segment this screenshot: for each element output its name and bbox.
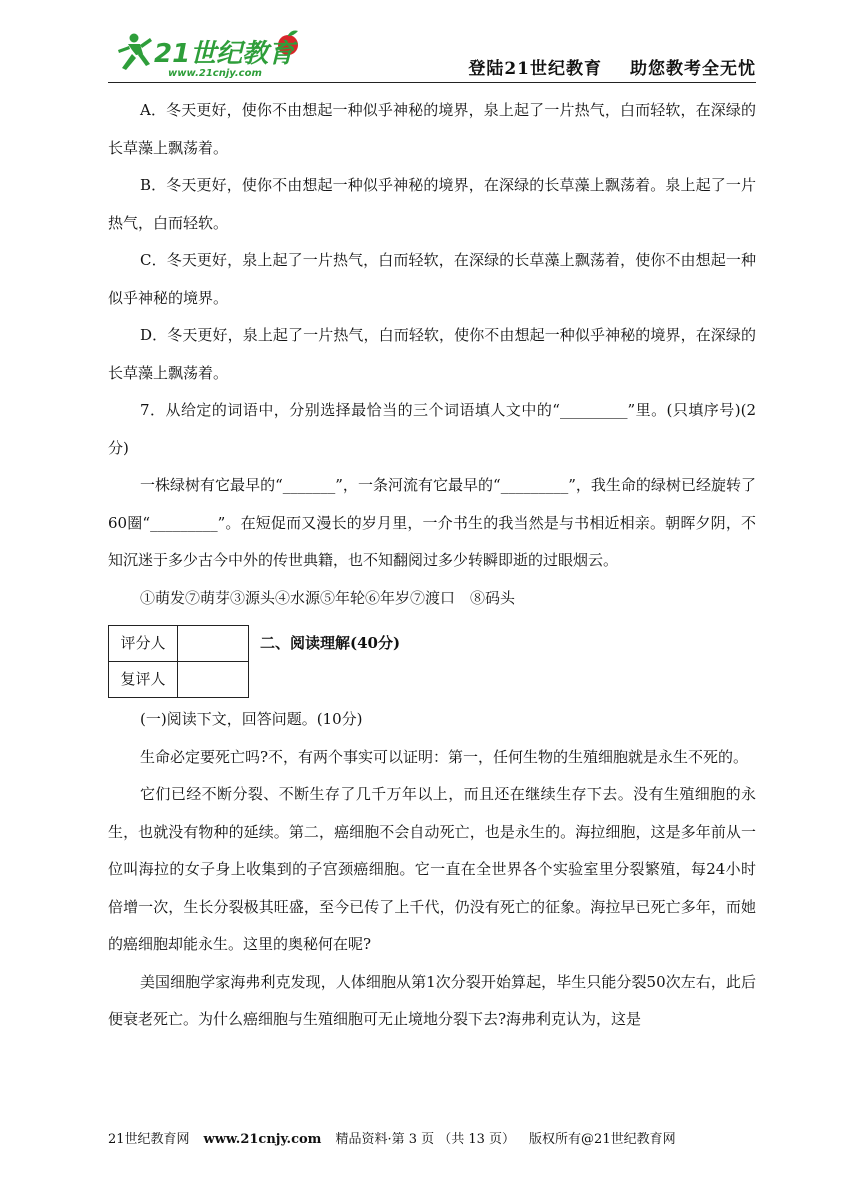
footer-page-info: 精品资料·第 3 页 （共 13 页） (335, 1132, 516, 1147)
question-7: 7．从给定的词语中，分别选择最恰当的三个词语填人文中的“_________”里。(只填序号)(2分) (108, 401, 756, 457)
reading-instruction: (一)阅读下文，回答问题。(10分) (140, 710, 363, 728)
footer-site-name: 21世纪教育网 (108, 1132, 190, 1147)
option-c: C．冬天更好，泉上起了一片热气，白而轻软，在深绿的长草藻上飘荡着，使你不由想起一种似乎神秘的境界。 (108, 251, 756, 307)
score-section (108, 625, 756, 701)
question-7-choices: ①萌发⑦萌芽③源头④水源⑤年轮⑥年岁⑦渡口 ⑧码头 (140, 588, 516, 607)
grader-score-cell (178, 626, 249, 662)
reviewer-score-cell (178, 662, 249, 698)
grader-label: 评分人 (109, 626, 178, 662)
reading-paragraph-3: 美国细胞学家海弗利克发现，人体细胞从第1次分裂开始算起，毕生只能分裂50次左右，此后便衰老死亡。为什么癌细胞与生殖细胞可无止境地分裂下去?海弗利克认为，这是 (108, 972, 756, 1028)
logo-url: www.21cnjy.com (168, 68, 262, 79)
score-table (108, 625, 249, 698)
page-footer (108, 1128, 676, 1147)
question-7-passage: 一株绿树有它最早的“_______”，一条河流有它最早的“_________”，我生命的绿树已经旋转了60圈“_________”。在短促而又漫长的岁月里，一介书生的我当然是与书相近相亲。朝晖夕阴，不知沉迷于多少古今中外的传世典籍，也不知翻阅过多少转瞬即逝的过眼烟云。 (108, 476, 756, 569)
header-divider (108, 82, 756, 83)
option-b: B．冬天更好，使你不由想起一种似乎神秘的境界，在深绿的长草藻上飘荡着。泉上起了一片热气，白而轻软。 (108, 176, 756, 232)
page-header (108, 28, 756, 82)
footer-url[interactable]: www.21cnjy.com (203, 1132, 322, 1147)
runner-icon (118, 34, 152, 71)
option-d: D．冬天更好，泉上起了一片热气，白而轻软，使你不由想起一种似乎神秘的境界，在深绿的长草藻上飘荡着。 (108, 326, 756, 382)
section-title: 二、阅读理解(40分) (260, 634, 401, 652)
reading-paragraph-2: 它们已经不断分裂、不断生存了几千万年以上，而且还在继续生存下去。没有生殖细胞的永生，也就没有物种的延续。第二，癌细胞不会自动死亡，也是永生的。海拉细胞，这是多年前从一位叫海拉的女子身上收集到的子宫颈癌细胞。它一直在全世界各个实验室里分裂繁殖，每24小时倍增一次，生长分裂极其旺盛，至今已传了上千代，仍没有死亡的征象。海拉早已死亡多年，而她的癌细胞却能永生。这里的奥秘何在呢? (108, 785, 756, 953)
logo (110, 28, 310, 80)
option-a: A．冬天更好，使你不由想起一种似乎神秘的境界，泉上起了一片热气，白而轻软，在深绿的长草藻上飘荡着。 (108, 101, 756, 157)
header-slogan (468, 54, 756, 79)
reviewer-label: 复评人 (109, 662, 178, 698)
slogan-right: 助您教考全无忧 (630, 59, 756, 79)
logo-text: 21世纪教育 (154, 39, 295, 69)
document-body (108, 92, 756, 1039)
slogan-left: 登陆21世纪教育 (468, 59, 602, 79)
reading-paragraph-1: 生命必定要死亡吗?不，有两个事实可以证明：第一，任何生物的生殖细胞就是永生不死的。 (140, 747, 749, 766)
footer-copyright: 版权所有@21世纪教育网 (529, 1132, 676, 1147)
